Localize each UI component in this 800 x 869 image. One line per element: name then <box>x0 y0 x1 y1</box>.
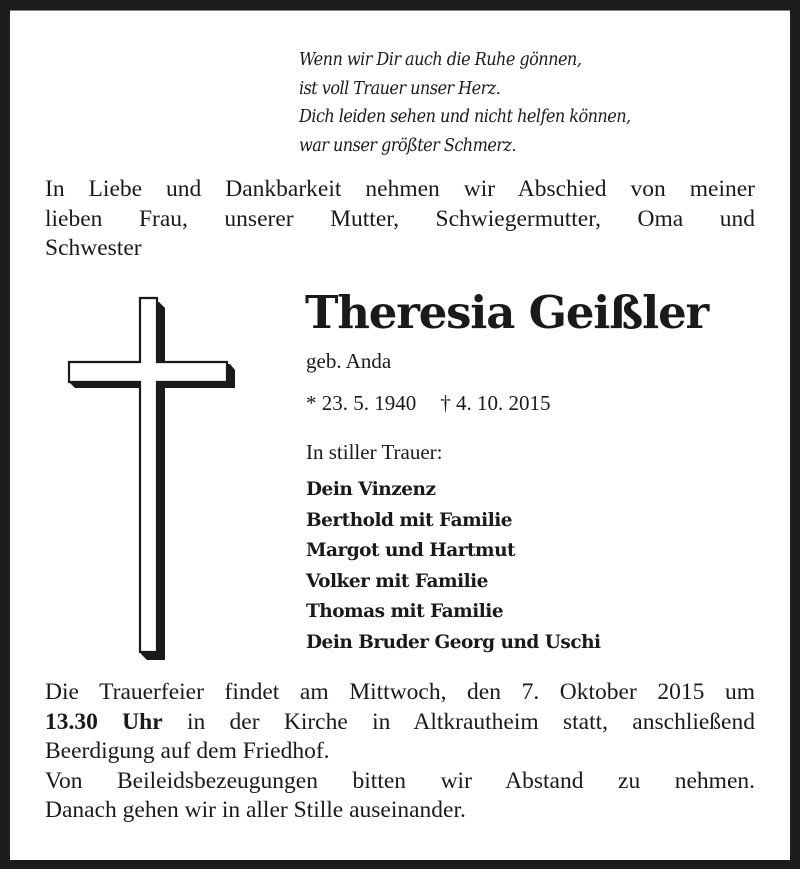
intro-paragraph <box>45 175 755 264</box>
intro-line: In Liebe und Dankbarkeit nehmen wir Abschied von meiner <box>45 176 755 202</box>
life-dates <box>306 389 551 417</box>
mourner-item: Margot und Hartmut <box>306 540 516 561</box>
mourner-item: Volker mit Familie <box>306 570 488 592</box>
service-time: 13.30 Uhr <box>45 708 163 735</box>
poem-line: war unser größter Schmerz. <box>299 135 516 156</box>
notice-line: Die Trauerfeier findet am Mittwoch, den 7. Oktober 2015 um <box>45 679 755 705</box>
birth-date: * 23. 5. 1940 <box>306 391 417 415</box>
intro-line: lieben Frau, unserer Mutter, Schwiegermutter, Oma und <box>45 205 755 232</box>
funeral-notice <box>45 678 755 826</box>
mourners-list <box>306 475 601 658</box>
born-name: geb. Anda <box>306 349 392 373</box>
mourner-item: Berthold mit Familie <box>306 509 513 531</box>
notice-line: Danach gehen wir in aller Stille auseinander. <box>45 797 466 823</box>
mourner-item: Thomas mit Familie <box>306 601 504 622</box>
notice-line <box>45 708 755 738</box>
obituary-card <box>10 10 790 860</box>
mourner-item: Dein Bruder Georg und Uschi <box>306 631 601 653</box>
mourners-heading: In stiller Trauer: <box>306 440 443 464</box>
poem-line: Wenn wir Dir auch die Ruhe gönnen, <box>299 50 582 70</box>
notice-line: Beerdigung auf dem Friedhof. <box>45 738 330 764</box>
intro-line: Schwester <box>45 235 142 261</box>
notice-line-rest: in der Kirche in Altkrautheim statt, anschließend <box>162 708 755 735</box>
poem-verse <box>299 46 631 160</box>
deceased-name: Theresia Geißler <box>305 286 709 339</box>
latin-cross-icon <box>67 296 237 661</box>
death-date: † 4. 10. 2015 <box>440 391 551 415</box>
poem-line: ist voll Trauer unser Herz. <box>299 78 501 99</box>
mourner-item: Dein Vinzenz <box>306 479 436 500</box>
poem-line: Dich leiden sehen und nicht helfen können, <box>299 107 631 127</box>
notice-line: Von Beileidsbezeugungen bitten wir Abstand zu nehmen. <box>45 767 755 794</box>
